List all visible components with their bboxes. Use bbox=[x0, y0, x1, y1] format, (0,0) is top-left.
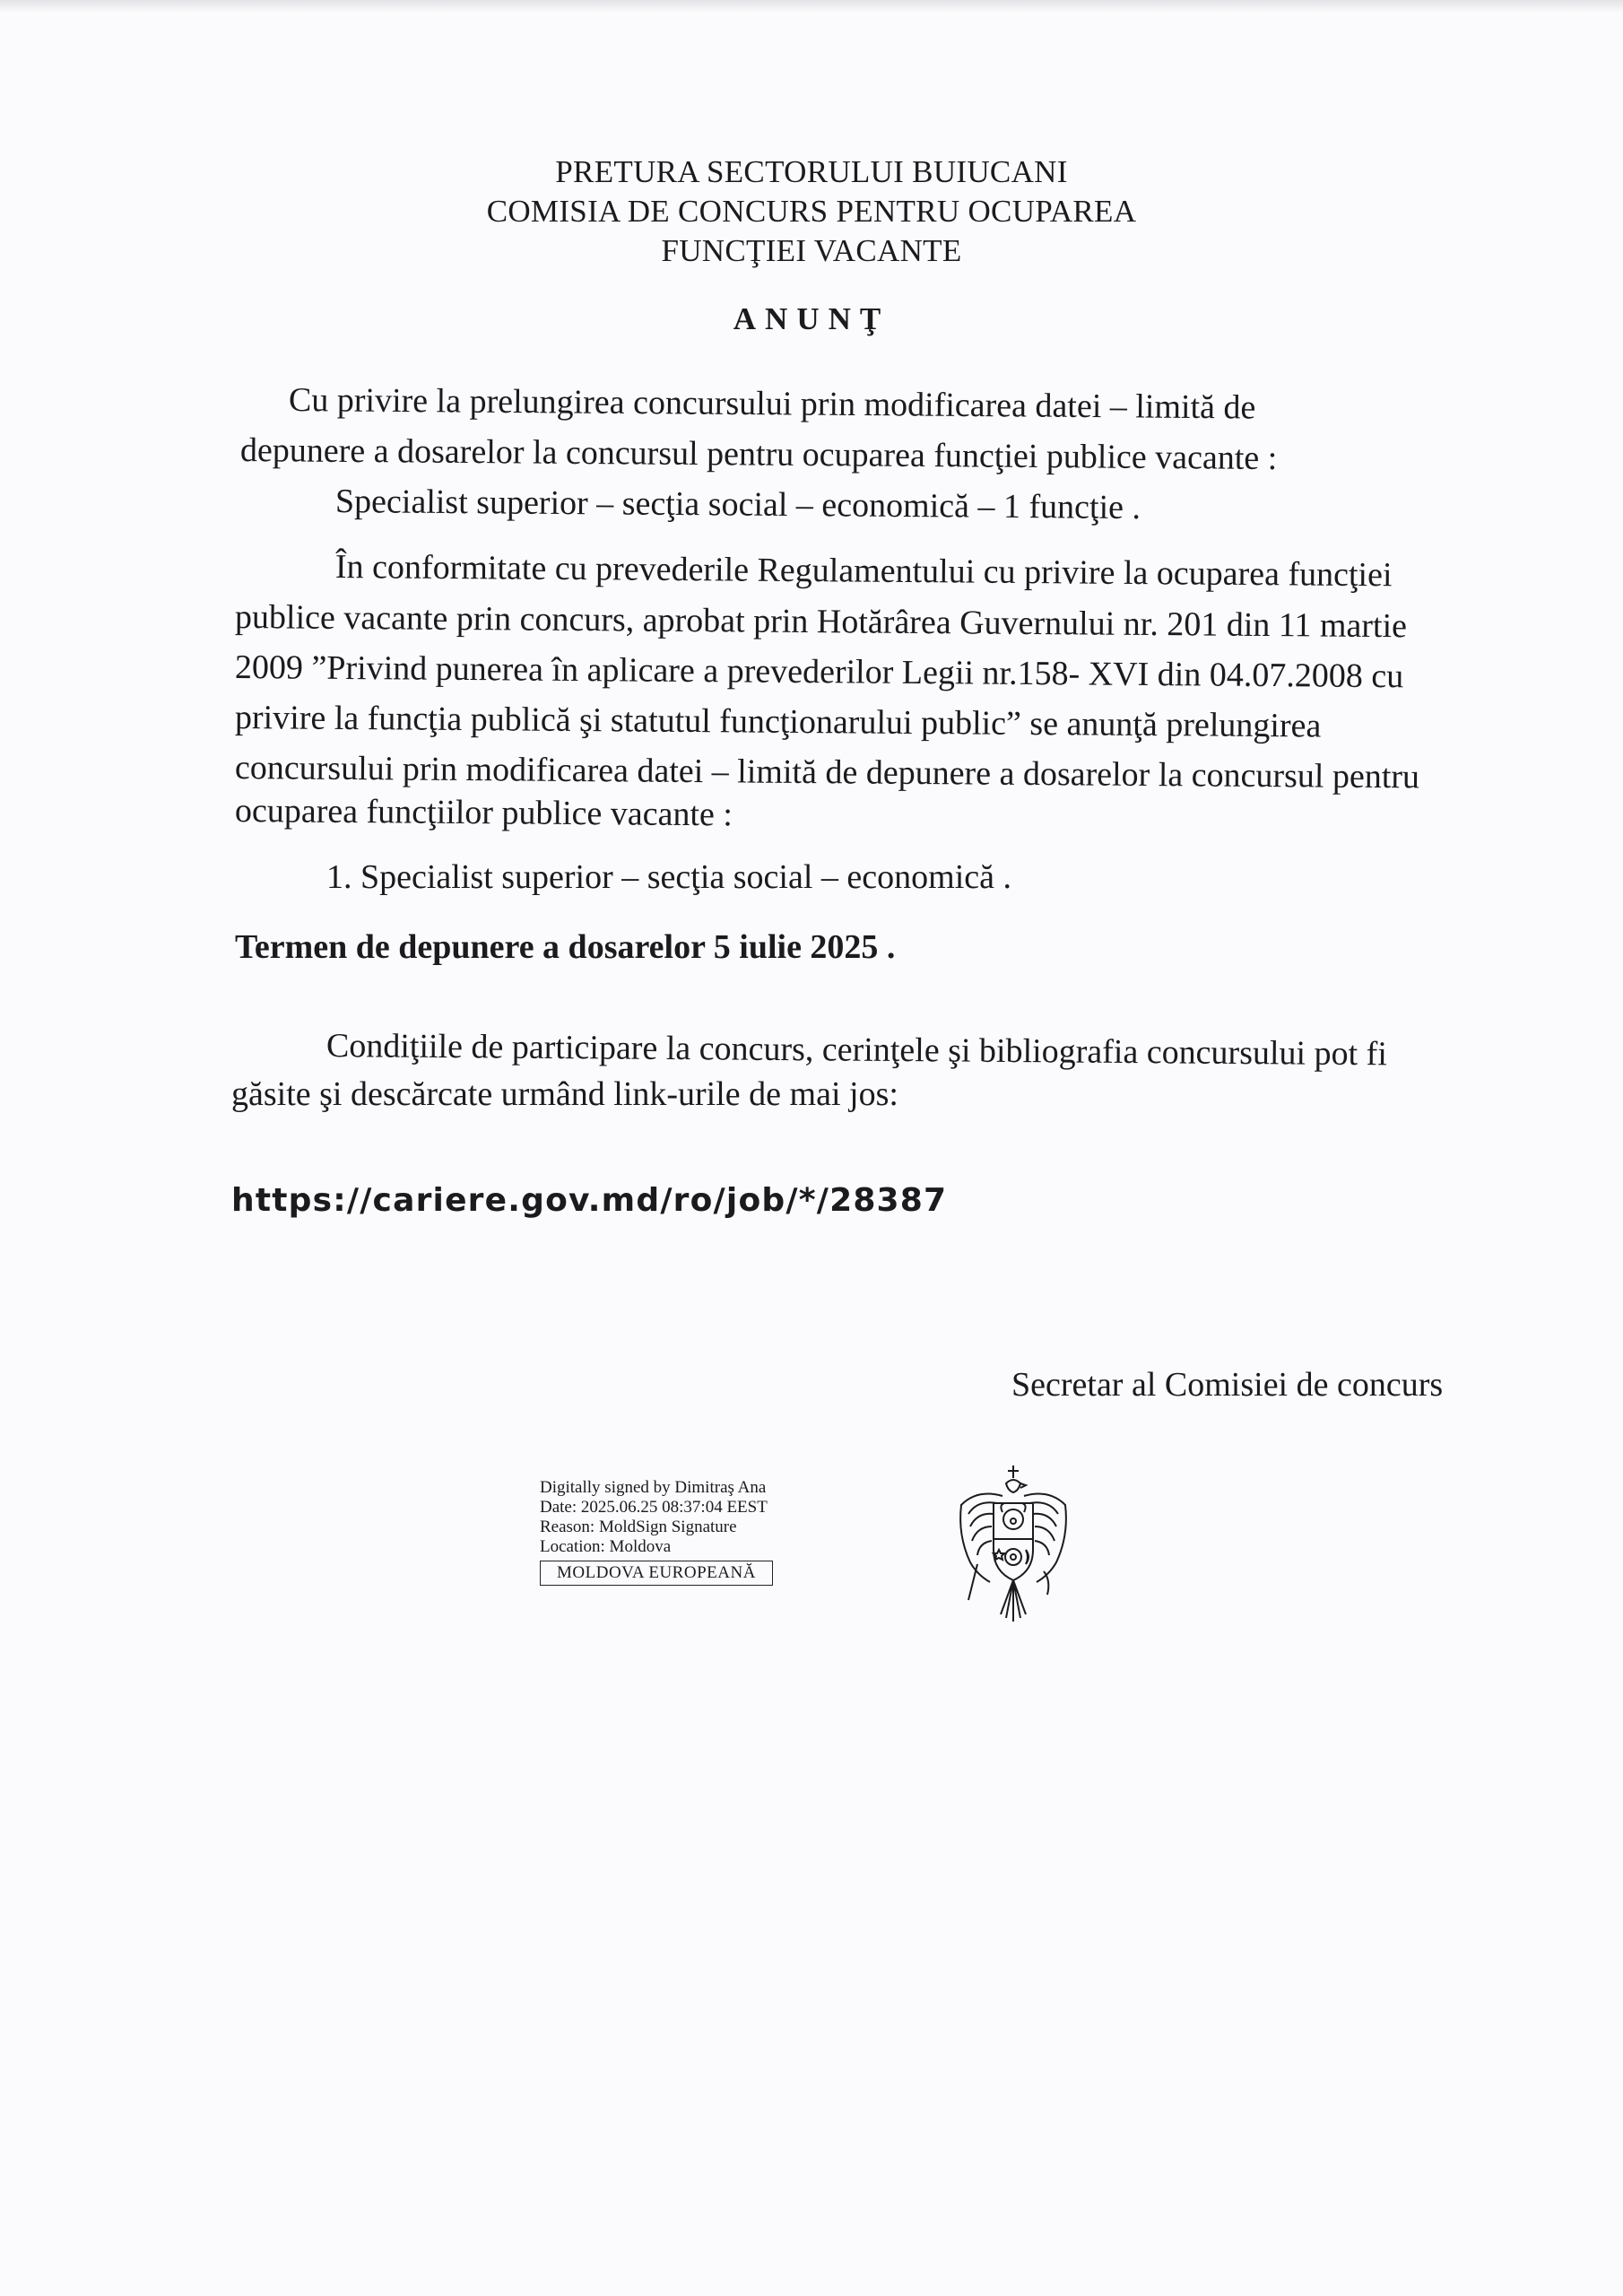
body-line-4: privire la funcţia publică şi statutul funcţionarului public” se anunţă prelungirea bbox=[234, 699, 1322, 745]
scan-edge bbox=[0, 0, 1623, 13]
body-line-3: 2009 ”Privind punerea în aplicare a prevederilor Legii nr.158- XVI din 04.07.2008 cu bbox=[234, 648, 1404, 696]
document-header bbox=[0, 152, 1623, 271]
signature-signer: Digitally signed by Dimitraş Ana bbox=[540, 1478, 767, 1497]
conditions-line-2: găsite şi descărcate urmând link-urile de mai jos: bbox=[231, 1075, 898, 1113]
vacancy-list-item: 1. Specialist superior – secţia social – economică . bbox=[326, 858, 1011, 896]
body-line-5: concursului prin modificarea datei – limită de depunere a dosarelor la concursul pentru bbox=[234, 749, 1420, 796]
body-line-1: În conformitate cu prevederile Regulamentului cu privire la ocuparea funcţiei bbox=[334, 548, 1393, 595]
signature-date: Date: 2025.06.25 08:37:04 EEST bbox=[540, 1498, 768, 1517]
intro-line-2: depunere a dosarelor la concursul pentru ocuparea funcţiei publice vacante : bbox=[239, 431, 1278, 478]
signature-location: Location: Moldova bbox=[540, 1537, 672, 1556]
header-line-position: FUNCŢIEI VACANTE bbox=[661, 233, 962, 268]
deadline-statement: Termen de depunere a dosarelor 5 iulie 2025 . bbox=[235, 928, 896, 966]
body-line-2: publice vacante prin concurs, aprobat prin Hotărârea Guvernului nr. 201 din 11 martie bbox=[234, 598, 1408, 646]
intro-line-3: Specialist superior – secţia social – economică – 1 funcţie . bbox=[334, 483, 1141, 527]
intro-line-1: Cu privire la prelungirea concursului prin modificarea datei – limită de bbox=[288, 381, 1256, 427]
document-title: ANUNŢ bbox=[733, 301, 890, 336]
secretary-title: Secretar al Comisiei de concurs bbox=[1011, 1366, 1444, 1404]
conditions-line-1: Condiţiile de participare la concurs, cerinţele şi bibliografia concursului pot fi bbox=[325, 1027, 1388, 1074]
signature-badge: MOLDOVA EUROPEANĂ bbox=[540, 1561, 773, 1586]
job-link[interactable]: https://cariere.gov.md/ro/job/*/28387 bbox=[231, 1182, 948, 1219]
header-line-institution: PRETURA SECTORULUI BUIUCANI bbox=[555, 154, 1068, 189]
header-line-commission: COMISIA DE CONCURS PENTRU OCUPAREA bbox=[486, 194, 1137, 229]
body-line-6: ocuparea funcţiilor publice vacante : bbox=[234, 792, 733, 834]
signature-reason: Reason: MoldSign Signature bbox=[540, 1518, 737, 1536]
moldova-coat-of-arms-icon bbox=[950, 1464, 1076, 1625]
digital-signature-block bbox=[540, 1478, 773, 1586]
